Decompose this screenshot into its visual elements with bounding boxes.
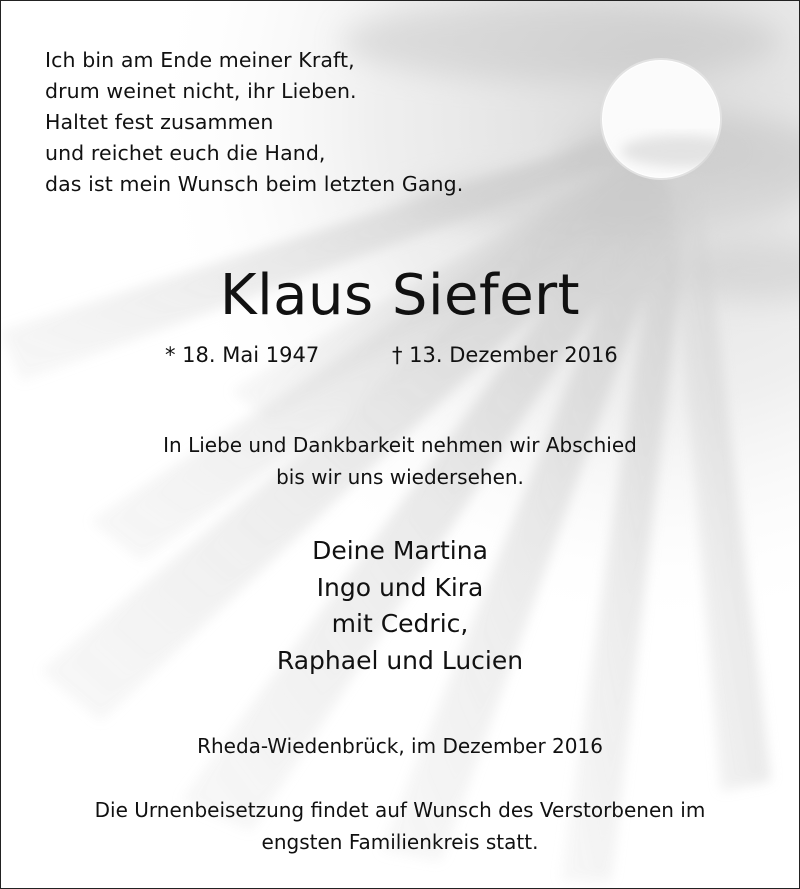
poem: [45, 45, 463, 200]
family-line: Deine Martina: [312, 536, 488, 565]
birth-date: * 18. Mai 1947: [165, 343, 320, 367]
farewell-line: In Liebe und Dankbarkeit nehmen wir Abschied: [163, 433, 637, 457]
poem-line: das ist mein Wunsch beim letzten Gang.: [45, 172, 464, 196]
family-line: mit Cedric,: [331, 609, 469, 638]
poem-line: drum weinet nicht, ihr Lieben.: [45, 79, 357, 103]
poem-line: Haltet fest zusammen: [45, 110, 274, 134]
farewell-line: bis wir uns wiedersehen.: [276, 465, 524, 489]
death-date: † 13. Dezember 2016: [392, 343, 618, 367]
burial-line: engsten Familienkreis statt.: [261, 830, 539, 854]
burial-note: [1, 794, 799, 858]
burial-line: Die Urnenbeisetzung findet auf Wunsch des Verstorbenen im: [94, 798, 706, 822]
family-line: Ingo und Kira: [316, 572, 484, 602]
family-signatures: [1, 533, 799, 679]
farewell-text: [1, 429, 799, 493]
poem-line: Ich bin am Ende meiner Kraft,: [45, 48, 355, 72]
family-line: Raphael und Lucien: [276, 645, 524, 675]
place-and-date: Rheda-Wiedenbrück, im Dezember 2016: [197, 734, 603, 758]
deceased-name: Klaus Siefert: [219, 263, 581, 328]
poem-line: und reichet euch die Hand,: [45, 141, 326, 165]
